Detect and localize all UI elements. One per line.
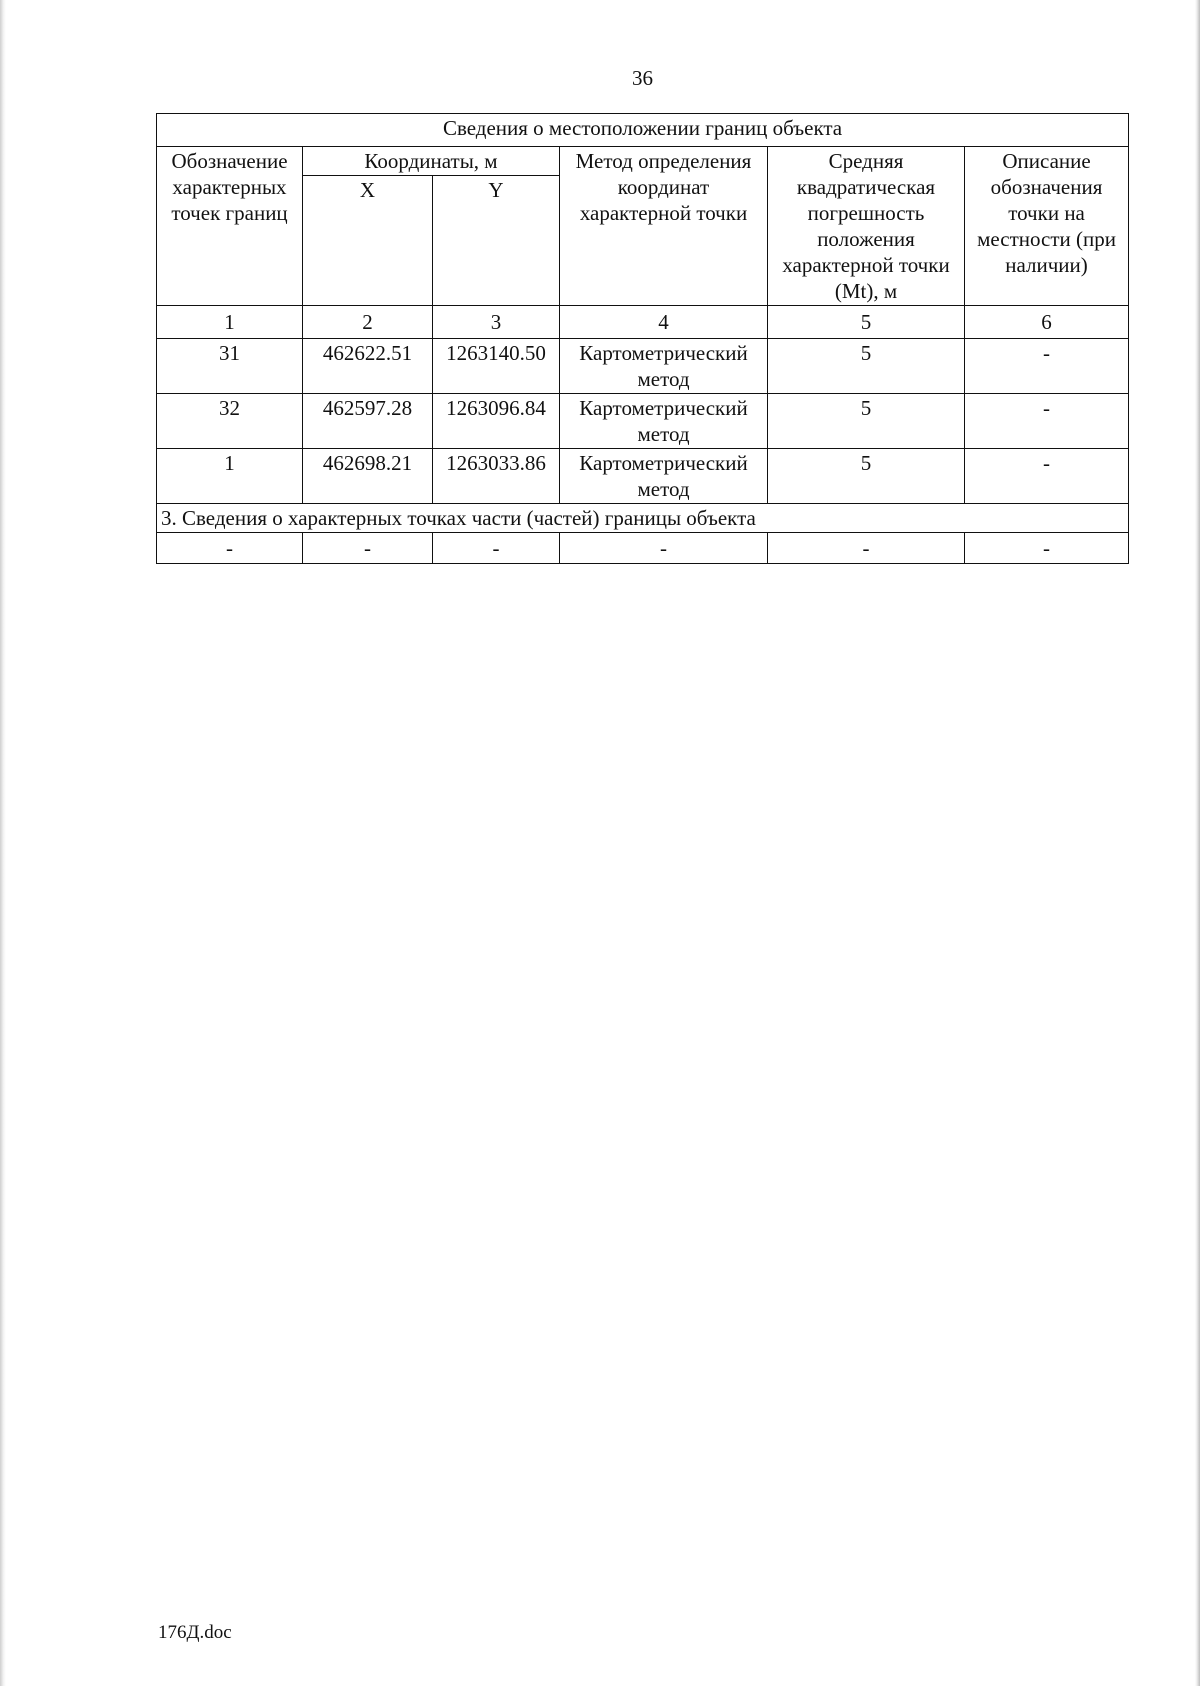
cell-point: 32 bbox=[157, 394, 303, 449]
cell-x: 462698.21 bbox=[303, 449, 433, 504]
column-number: 2 bbox=[303, 306, 433, 339]
column-number: 3 bbox=[433, 306, 560, 339]
column-number: 5 bbox=[768, 306, 965, 339]
page-number: 36 bbox=[632, 66, 653, 90]
cell-point: 31 bbox=[157, 339, 303, 394]
cell-y: 1263033.86 bbox=[433, 449, 560, 504]
header-x: X bbox=[303, 176, 433, 306]
cell-error: 5 bbox=[768, 449, 965, 504]
cell-description: - bbox=[965, 449, 1129, 504]
cell-point: 1 bbox=[157, 449, 303, 504]
cell-error: 5 bbox=[768, 394, 965, 449]
cell-method: Картометрический метод bbox=[560, 449, 768, 504]
table-title-row bbox=[157, 114, 1129, 147]
header-description: Описание обозначения точки на местности (при наличии) bbox=[965, 147, 1129, 306]
section3-row bbox=[157, 504, 1129, 533]
scan-edge-left bbox=[0, 0, 6, 1686]
column-number-row bbox=[157, 306, 1129, 339]
cell-method: Картометрический метод bbox=[560, 394, 768, 449]
header-point-designation: Обозначение характерных точек границ bbox=[157, 147, 303, 306]
cell-dash: - bbox=[560, 533, 768, 564]
cell-description: - bbox=[965, 394, 1129, 449]
footer-filename: 176Д.doc bbox=[158, 1622, 232, 1643]
cell-dash: - bbox=[768, 533, 965, 564]
section3-title: 3. Сведения о характерных точках части (частей) границы объекта bbox=[157, 504, 1129, 533]
table-row bbox=[157, 339, 1129, 394]
header-method: Метод определения координат характерной точки bbox=[560, 147, 768, 306]
boundary-table bbox=[156, 113, 1129, 564]
cell-dash: - bbox=[157, 533, 303, 564]
cell-dash: - bbox=[303, 533, 433, 564]
cell-dash: - bbox=[433, 533, 560, 564]
cell-y: 1263096.84 bbox=[433, 394, 560, 449]
column-number: 6 bbox=[965, 306, 1129, 339]
header-y: Y bbox=[433, 176, 560, 306]
cell-x: 462622.51 bbox=[303, 339, 433, 394]
cell-x: 462597.28 bbox=[303, 394, 433, 449]
header-row-1 bbox=[157, 147, 1129, 176]
column-number: 1 bbox=[157, 306, 303, 339]
header-coordinates: Координаты, м bbox=[303, 147, 560, 176]
column-number: 4 bbox=[560, 306, 768, 339]
cell-dash: - bbox=[965, 533, 1129, 564]
section3-empty-row bbox=[157, 533, 1129, 564]
table-title: Сведения о местоположении границ объекта bbox=[157, 114, 1129, 147]
cell-y: 1263140.50 bbox=[433, 339, 560, 394]
scan-edge-right bbox=[1195, 0, 1200, 1686]
table-row bbox=[157, 449, 1129, 504]
header-error: Средняя квадратическая погрешность положения характерной точки (Mt), м bbox=[768, 147, 965, 306]
cell-description: - bbox=[965, 339, 1129, 394]
cell-method: Картометрический метод bbox=[560, 339, 768, 394]
cell-error: 5 bbox=[768, 339, 965, 394]
table-row bbox=[157, 394, 1129, 449]
